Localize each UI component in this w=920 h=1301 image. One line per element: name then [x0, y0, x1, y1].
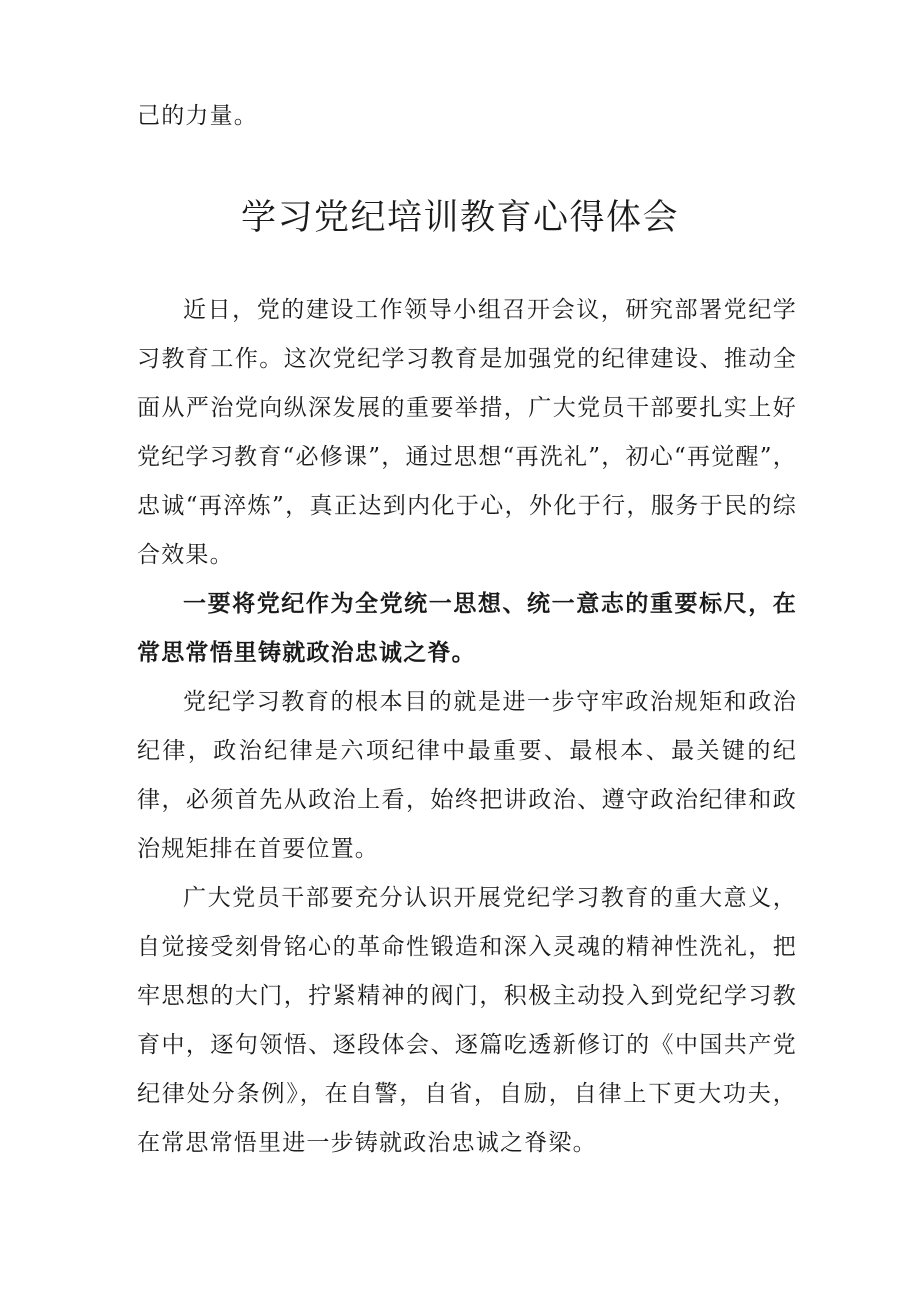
continuation-text: 己的力量。	[137, 103, 258, 129]
section-heading: 一要将党纪作为全党统一思想、统一意志的重要标尺，在常思常悟里铸就政治忠诚之脊。	[137, 591, 797, 666]
page-title: 学习党纪培训教育心得体会	[240, 198, 679, 238]
paragraph-intro: 近日，党的建设工作领导小组召开会议，研究部署党纪学习教育工作。这次党纪学习教育是加强党的纪律建设、推动全面从严治党向纵深发展的重要举措，广大党员干部要扎实上好党纪学习教育“必修课”，通过思想“再洗礼”，初心“再觉醒”，忠诚“再淬炼”，真正达到内化于心，外化于行，服务于民的综合效果。	[137, 297, 797, 568]
paragraph-political-discipline: 党纪学习教育的根本目的就是进一步守牢政治规矩和政治纪律，政治纪律是六项纪律中最重要、最根本、最关键的纪律，必须首先从政治上看，始终把讲政治、遵守政治纪律和政治规矩排在首要位置。	[137, 689, 797, 862]
paragraph-party-members: 广大党员干部要充分认识开展党纪学习教育的重大意义，自觉接受刻骨铭心的革命性锻造和深入灵魂的精神性洗礼，把牢思想的大门，拧紧精神的阀门，积极主动投入到党纪学习教育中，逐句领悟、逐段体会、逐篇吃透新修订的《中国共产党纪律处分条例》，在自警，自省，自励，自律上下更大功夫，在常思常悟里进一步铸就政治忠诚之脊梁。	[137, 885, 797, 1156]
